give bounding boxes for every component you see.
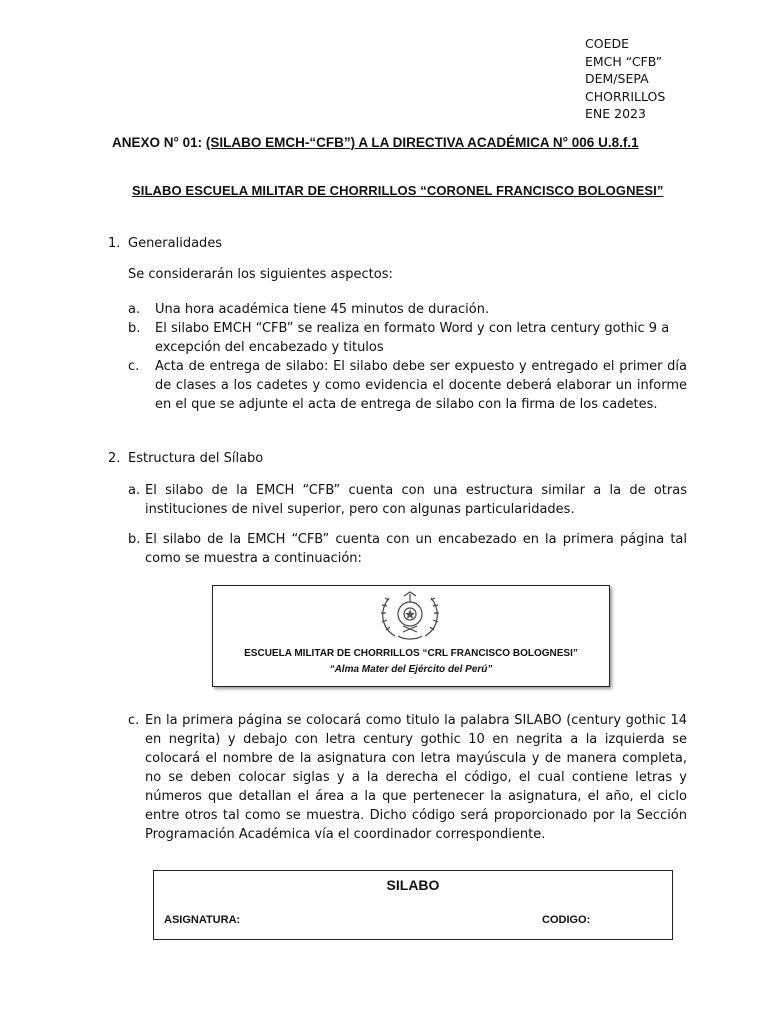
list-marker: c.: [128, 713, 140, 728]
header-sample-school-name: ESCUELA MILITAR DE CHORRILLOS “CRL FRANCISCO BOLOGNESI”: [244, 648, 578, 659]
list-marker: a.: [128, 483, 141, 498]
annex-title: [112, 135, 639, 150]
military-crest-icon: [373, 588, 447, 646]
codigo-label: CODIGO:: [542, 914, 591, 926]
list-item-text: Acta de entrega de silabo: El silabo debe ser expuesto y entregado el primer día de clases a los cadetes y como evidencia el docente deberá elaborar un informe en el que se adjunte el acta de entrega de silabo con la firma de los cadetes.: [155, 359, 687, 412]
reference-line: CHORRILLOS: [585, 88, 666, 104]
list-item-text: El silabo de la EMCH “CFB” cuenta con un encabezado en la primera página tal como se muestra a continuación:: [145, 532, 687, 566]
section-1-number: 1.: [108, 236, 121, 251]
list-marker: a.: [128, 302, 141, 317]
list-item-text: En la primera página se colocará como titulo la palabra SILABO (century gothic 14 en negrita) y debajo con letra century gothic 10 en negrita a la izquierda se colocará el nombre de la asignatura con letra mayúscula y de manera completa, no se deben colocar siglas y a la derecha el código, el cual contiene letras y números que detallan el área a la que pertenecer la asignatura, el año, el ciclo entre otros tal como se muestra. Dicho código será proporcionado por la Sección Programación Académica vía el coordinador correspondiente.: [145, 713, 687, 842]
reference-line: ENE 2023: [585, 106, 646, 121]
reference-line: EMCH “CFB”: [585, 53, 663, 69]
list-marker: b.: [128, 321, 141, 336]
section-1-heading: Generalidades: [128, 236, 223, 251]
header-sample-motto: “Alma Mater del Ejército del Perú”: [329, 664, 493, 675]
list-marker: c.: [128, 359, 140, 374]
reference-line: DEM/SEPA: [585, 71, 649, 86]
annex-underlined-title: (SILABO EMCH-“CFB”) A LA DIRECTIVA ACADÉMICA N° 006 U.8.f.1: [205, 135, 639, 150]
list-item-text: El silabo de la EMCH “CFB” cuenta con una estructura similar a la de otras instituciones de nivel superior, pero con algunas particularidades.: [145, 483, 687, 517]
silabo-sample-box: [153, 870, 673, 940]
main-title: SILABO ESCUELA MILITAR DE CHORRILLOS “CORONEL FRANCISCO BOLOGNESI”: [132, 183, 664, 198]
section-2-number: 2.: [108, 451, 121, 466]
annex-prefix: ANEXO N° 01:: [112, 135, 206, 150]
list-item-text: El silabo EMCH “CFB” se realiza en formato Word y con letra century gothic 9 a excepción del encabezado y titulos: [155, 321, 670, 355]
silabo-sample-title: SILABO: [386, 877, 440, 893]
section-1-intro: Se considerarán los siguientes aspectos:: [128, 267, 393, 282]
asignatura-label: ASIGNATURA:: [164, 914, 241, 926]
document-reference-block: [585, 35, 665, 123]
header-sample-box: [212, 585, 610, 687]
reference-line: COEDE: [585, 36, 629, 51]
list-marker: b.: [128, 532, 141, 547]
section-2-heading: Estructura del Sílabo: [128, 451, 264, 466]
list-item-text: Una hora académica tiene 45 minutos de duración.: [155, 302, 490, 317]
